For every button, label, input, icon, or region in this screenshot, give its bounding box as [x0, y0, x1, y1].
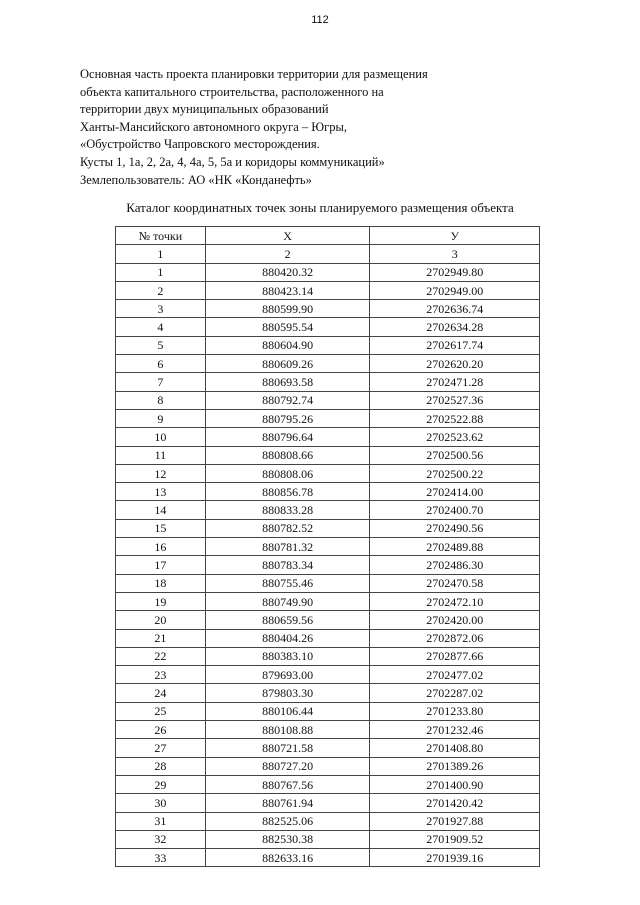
column-header-point-number: № точки	[116, 227, 206, 245]
table-row	[116, 373, 540, 391]
table-row	[116, 300, 540, 318]
cell-point-number: 11	[116, 446, 206, 464]
cell-point-number: 16	[116, 538, 206, 556]
cell-point-number: 7	[116, 373, 206, 391]
cell-x: 879803.30	[205, 684, 370, 702]
cell-y: 2701420.42	[370, 794, 540, 812]
cell-point-number: 5	[116, 336, 206, 354]
table-row	[116, 739, 540, 757]
column-numbers-row	[116, 245, 540, 263]
cell-point-number: 10	[116, 428, 206, 446]
column-number: 2	[205, 245, 370, 263]
cell-point-number: 20	[116, 611, 206, 629]
cell-point-number: 2	[116, 281, 206, 299]
table-row	[116, 519, 540, 537]
table-row	[116, 409, 540, 427]
column-number: 3	[370, 245, 540, 263]
cell-y: 2702634.28	[370, 318, 540, 336]
table-header-row	[116, 227, 540, 245]
column-header-x: Х	[205, 227, 370, 245]
cell-x: 882633.16	[205, 849, 370, 867]
cell-point-number: 13	[116, 483, 206, 501]
cell-x: 880755.46	[205, 574, 370, 592]
cell-x: 880599.90	[205, 300, 370, 318]
cell-x: 880749.90	[205, 592, 370, 610]
cell-x: 880108.88	[205, 721, 370, 739]
cell-point-number: 28	[116, 757, 206, 775]
table-row	[116, 318, 540, 336]
cell-y: 2702420.00	[370, 611, 540, 629]
cell-y: 2702489.88	[370, 538, 540, 556]
table-title: Каталог координатных точек зоны планируемого размещения объекта	[126, 200, 514, 215]
cell-x: 882530.38	[205, 830, 370, 848]
header-line: Кусты 1, 1а, 2, 2а, 4, 4а, 5, 5а и коридоры коммуникаций»	[80, 154, 385, 169]
cell-y: 2702620.20	[370, 355, 540, 373]
table-row	[116, 611, 540, 629]
cell-y: 2701939.16	[370, 849, 540, 867]
cell-y: 2702522.88	[370, 409, 540, 427]
cell-x: 880761.94	[205, 794, 370, 812]
cell-x: 880659.56	[205, 611, 370, 629]
cell-point-number: 4	[116, 318, 206, 336]
cell-x: 880721.58	[205, 739, 370, 757]
cell-point-number: 15	[116, 519, 206, 537]
table-row	[116, 775, 540, 793]
table-row	[116, 684, 540, 702]
cell-y: 2702414.00	[370, 483, 540, 501]
column-number: 1	[116, 245, 206, 263]
header-line: Землепользователь: АО «НК «Конданефть»	[80, 172, 312, 187]
table-row	[116, 812, 540, 830]
cell-y: 2702523.62	[370, 428, 540, 446]
table-row	[116, 574, 540, 592]
table-body	[116, 263, 540, 867]
coordinates-table	[115, 226, 540, 867]
cell-y: 2702949.80	[370, 263, 540, 281]
cell-x: 880808.66	[205, 446, 370, 464]
page-number: 112	[311, 14, 329, 26]
cell-point-number: 33	[116, 849, 206, 867]
table-row	[116, 647, 540, 665]
cell-x: 880604.90	[205, 336, 370, 354]
cell-x: 880782.52	[205, 519, 370, 537]
cell-x: 880595.54	[205, 318, 370, 336]
header-line: объекта капитального строительства, расположенного на	[80, 84, 384, 99]
cell-point-number: 12	[116, 464, 206, 482]
cell-point-number: 17	[116, 556, 206, 574]
cell-y: 2702472.10	[370, 592, 540, 610]
cell-point-number: 26	[116, 721, 206, 739]
table-row	[116, 336, 540, 354]
table-row	[116, 629, 540, 647]
table-row	[116, 428, 540, 446]
cell-x: 880420.32	[205, 263, 370, 281]
cell-x: 880781.32	[205, 538, 370, 556]
cell-y: 2702490.56	[370, 519, 540, 537]
cell-point-number: 1	[116, 263, 206, 281]
cell-y: 2702470.58	[370, 574, 540, 592]
cell-x: 880795.26	[205, 409, 370, 427]
cell-x: 880783.34	[205, 556, 370, 574]
cell-point-number: 30	[116, 794, 206, 812]
cell-y: 2702636.74	[370, 300, 540, 318]
cell-point-number: 3	[116, 300, 206, 318]
cell-y: 2701927.88	[370, 812, 540, 830]
table-row	[116, 483, 540, 501]
table-row	[116, 263, 540, 281]
cell-x: 880856.78	[205, 483, 370, 501]
cell-x: 880727.20	[205, 757, 370, 775]
cell-point-number: 8	[116, 391, 206, 409]
table-row	[116, 702, 540, 720]
cell-y: 2702872.06	[370, 629, 540, 647]
cell-x: 880383.10	[205, 647, 370, 665]
table-row	[116, 501, 540, 519]
table-row	[116, 592, 540, 610]
cell-point-number: 14	[116, 501, 206, 519]
cell-point-number: 25	[116, 702, 206, 720]
cell-x: 880609.26	[205, 355, 370, 373]
cell-point-number: 31	[116, 812, 206, 830]
table-row	[116, 556, 540, 574]
cell-x: 880796.64	[205, 428, 370, 446]
cell-point-number: 6	[116, 355, 206, 373]
cell-point-number: 23	[116, 666, 206, 684]
cell-y: 2702500.22	[370, 464, 540, 482]
cell-y: 2701408.80	[370, 739, 540, 757]
table-row	[116, 464, 540, 482]
header-line: территории двух муниципальных образований	[80, 102, 329, 117]
cell-point-number: 19	[116, 592, 206, 610]
cell-x: 880808.06	[205, 464, 370, 482]
cell-y: 2702486.30	[370, 556, 540, 574]
cell-x: 880833.28	[205, 501, 370, 519]
cell-x: 880792.74	[205, 391, 370, 409]
table-row	[116, 391, 540, 409]
cell-x: 879693.00	[205, 666, 370, 684]
cell-x: 880423.14	[205, 281, 370, 299]
cell-point-number: 32	[116, 830, 206, 848]
table-row	[116, 794, 540, 812]
cell-x: 882525.06	[205, 812, 370, 830]
cell-point-number: 29	[116, 775, 206, 793]
cell-y: 2702527.36	[370, 391, 540, 409]
cell-y: 2702617.74	[370, 336, 540, 354]
cell-y: 2701232.46	[370, 721, 540, 739]
table-row	[116, 355, 540, 373]
cell-y: 2702877.66	[370, 647, 540, 665]
cell-y: 2702949.00	[370, 281, 540, 299]
cell-point-number: 21	[116, 629, 206, 647]
cell-point-number: 9	[116, 409, 206, 427]
cell-y: 2701909.52	[370, 830, 540, 848]
cell-y: 2702477.02	[370, 666, 540, 684]
column-header-y: У	[370, 227, 540, 245]
cell-y: 2702471.28	[370, 373, 540, 391]
cell-y: 2702500.56	[370, 446, 540, 464]
document-header	[80, 66, 500, 189]
table-row	[116, 446, 540, 464]
cell-y: 2702400.70	[370, 501, 540, 519]
table-row	[116, 281, 540, 299]
cell-y: 2701389.26	[370, 757, 540, 775]
header-line: «Обустройство Чапровского месторождения.	[80, 137, 320, 152]
cell-x: 880404.26	[205, 629, 370, 647]
cell-point-number: 22	[116, 647, 206, 665]
cell-point-number: 27	[116, 739, 206, 757]
table-row	[116, 721, 540, 739]
cell-y: 2701233.80	[370, 702, 540, 720]
cell-point-number: 18	[116, 574, 206, 592]
header-line: Основная часть проекта планировки территории для размещения	[80, 67, 428, 81]
table-row	[116, 757, 540, 775]
cell-x: 880693.58	[205, 373, 370, 391]
cell-y: 2702287.02	[370, 684, 540, 702]
cell-x: 880106.44	[205, 702, 370, 720]
header-line: Ханты-Мансийского автономного округа – Югры,	[80, 119, 348, 134]
cell-y: 2701400.90	[370, 775, 540, 793]
table-row	[116, 538, 540, 556]
table-row	[116, 666, 540, 684]
cell-point-number: 24	[116, 684, 206, 702]
table-row	[116, 849, 540, 867]
cell-x: 880767.56	[205, 775, 370, 793]
table-row	[116, 830, 540, 848]
